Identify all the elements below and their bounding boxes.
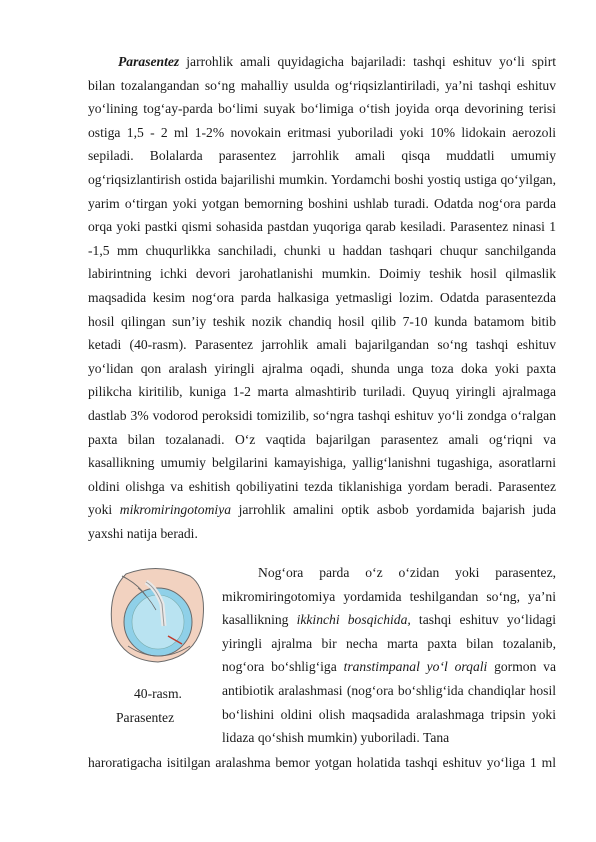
term-parasentez: Parasentez	[118, 54, 180, 69]
figure-caption-title: Parasentez	[116, 710, 175, 725]
paragraph-2-text-a: Nog‘ora parda o‘z o‘zidan yoki parasentez, mikromiringotomiya yordamida teshilgandan so‘ng, ya’ni kasallikning	[222, 565, 556, 628]
figure-caption-number: 40-rasm.	[134, 686, 182, 701]
term-ikkinchi-bosqich: ikkinchi bosqichida,	[296, 612, 411, 628]
ear-drum-illustration-icon	[98, 566, 218, 666]
paragraph-2-continuation: haroratigacha isitilgan aralashma bemor yotgan holatida tashqi eshituv yo‘liga 1 ml	[88, 755, 556, 770]
term-mikromiringotomiya: mikromiringotomiya	[119, 502, 232, 518]
paragraph-1-text-a: jarrohlik amali quyidagicha bajariladi: tashqi eshituv yo‘li spirt bilan tozalangandan so‘ng mahalliy usulda og‘riqsizlantiriladi, ya’ni tashqi eshituv yo‘lining tog‘ay-parda bo‘limi suyak bo‘limiga o‘tish joyida orqa devorining terisi ostiga 1,5 - 2 ml 1-2% novokain eritmasi yuboriladi yoki 10% lidokain aerozoli sepiladi. Bolalarda parasentez jarrohlik amali qisqa muddatli umumiy og‘riqsizlantirish ostida bajarilishi mumkin. Yordamchi boshi yostiq ustiga qo‘yilgan, yarim o‘tirgan yoki yotgan bemorning boshini ushlab turadi. Odatda nog‘ora parda orqa yoki pastki qismi sohasida pastdan yuqoriga qarab kesiladi. Parasentez ninasi 1 -1,5 mm chuqurlikka sanchiladi, chunki u haddan tashqari chuqur sanchilganda labirintning ichki devori jarohatlanishi mumkin. Doimiy teshik hosil qilmaslik maqsadida kesim nog‘ora parda halkasiga yetmasligi lozim. Odatda parasentezda hosil qilingan sun’iy teshik nozik chandiq hosil qilib 7-10 kunda batamom bitib ketadi (40-rasm). Parasentez jarrohlik amali bajarilgandan so‘ng tashqi eshituv yo‘lidan qon aralash yiringli ajralma oqadi, shunda unga toza doka yoki paxta pilikcha kiritilib, kuniga 1-2 marta almashtirib turiladi. Quyuq yiringli ajralmaga dastlab 3% vodorod peroksidi tomizilib, so‘ngra tashqi eshituv yo‘li zondga o‘ralgan paxta bilan tozalanadi. O‘z vaqtida bajarilgan parasentez amali og‘riqni va kasallikning umumiy belgilarini kamayishiga, yallig‘lanishni tugashiga, asoratlarni oldini olishga va eshitish qobiliyatini tezda tiklanishiga yordam beradi. Parasentez yoki	[88, 54, 556, 518]
paragraph-1	[88, 50, 556, 545]
paragraph-2-text-c: gormon va antibiotik aralashmasi (nog‘ora bo‘shlig‘ida chandiqlar hosil bo‘lishini oldini olish maqsadida aralashmaga tripsin yoki lidaza qo‘shish mumkin) yuboriladi. Tana	[222, 659, 556, 746]
figure-40	[98, 566, 218, 666]
paragraph-1-text-b: jarrohlik amalini optik asbob yordamida bajarish juda yaxshi natija beradi.	[88, 502, 556, 541]
term-transtimpanal: transtimpanal yo‘l orqali	[343, 659, 488, 675]
paragraph-2-text-b: tashqi eshituv yo‘lidagi yiringli ajralma bir necha marta paxta bilan tozalanib, nog‘ora bo‘shlig‘iga	[222, 612, 556, 675]
paragraph-2	[222, 561, 556, 750]
